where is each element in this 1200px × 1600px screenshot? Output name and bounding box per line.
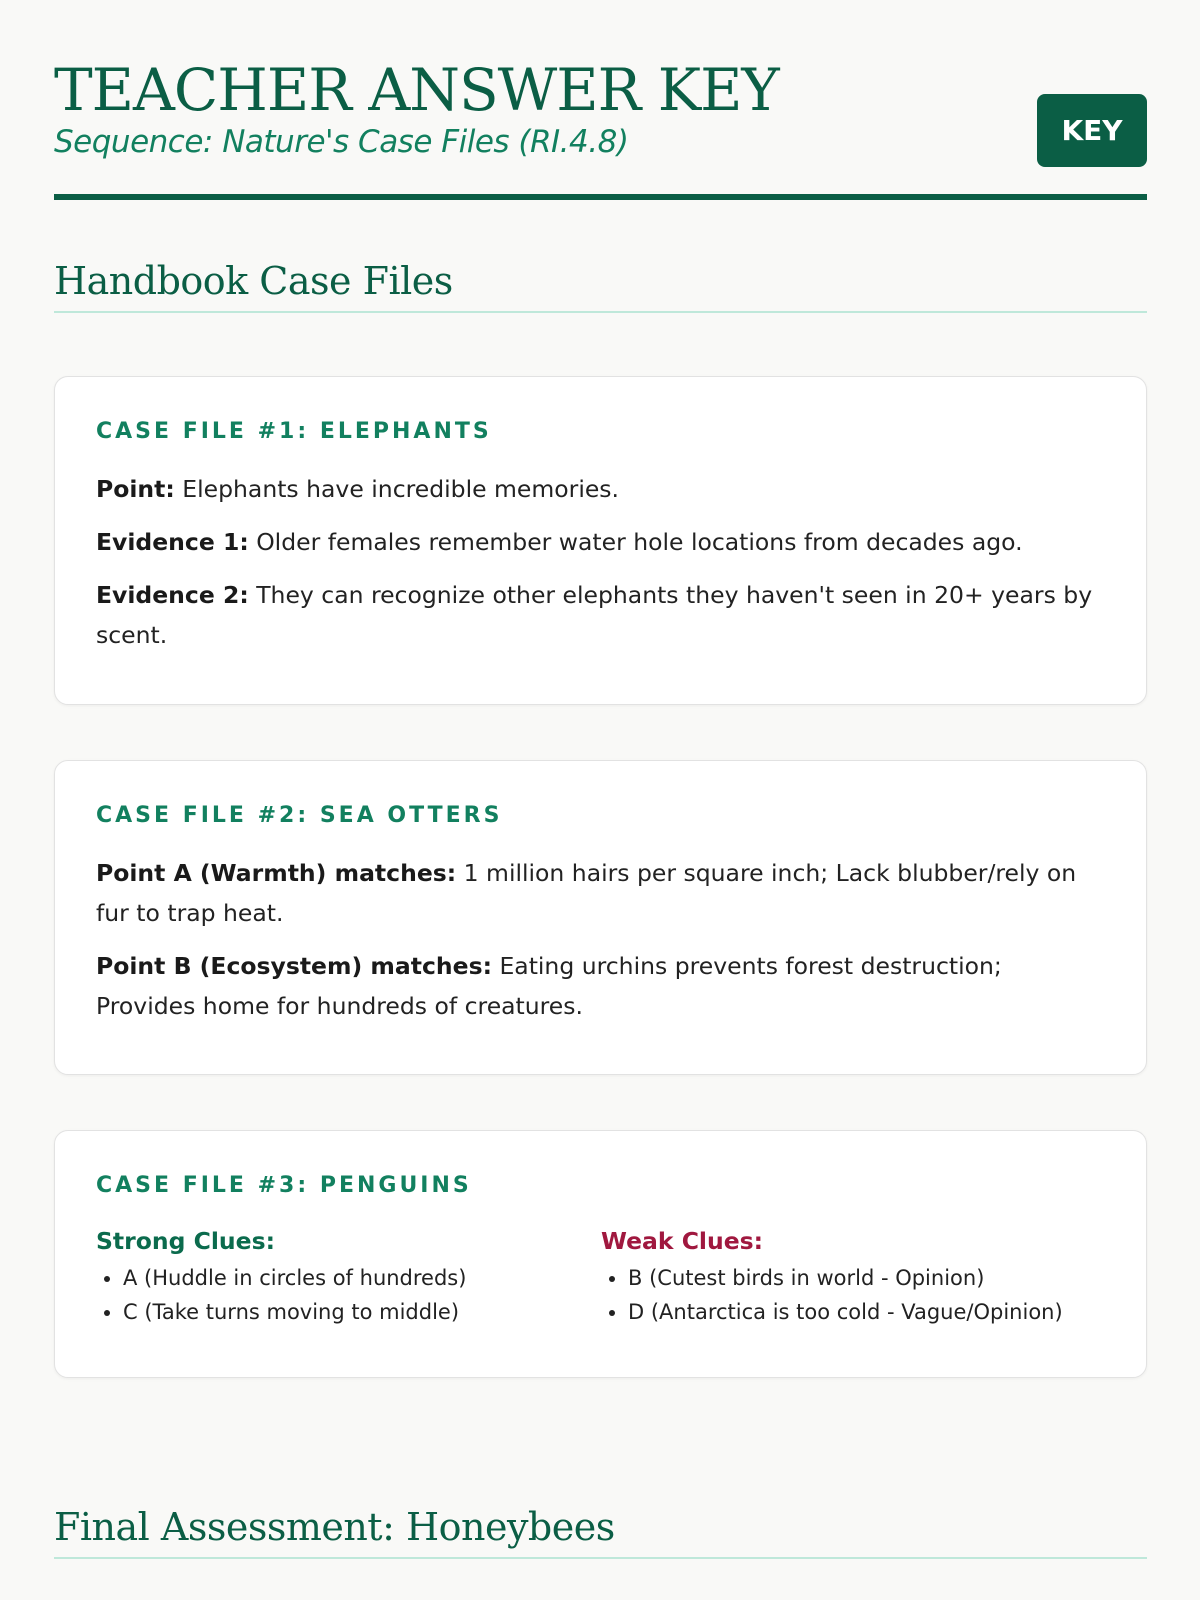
row-text: They can recognize other elephants they haven't seen in 20+ years by scent.	[96, 581, 1093, 649]
row-text: Older females remember water hole locations from decades ago.	[248, 528, 1023, 556]
row-text: Elephants have incredible memories.	[174, 475, 620, 503]
page-header	[54, 0, 1147, 200]
page-title: TEACHER ANSWER KEY	[54, 56, 779, 124]
weak-clues-column	[601, 1223, 1106, 1329]
row-text: 1 million hairs per square inch; Lack blubber/rely on fur to trap heat.	[96, 859, 1077, 927]
list-item: • A (Huddle in circles of hundreds)	[123, 1261, 601, 1295]
case-file-card-sea-otters	[54, 760, 1147, 1075]
case-file-title: CASE FILE #3: PENGUINS	[96, 1173, 472, 1198]
case-file-row	[96, 469, 1106, 509]
row-label: Evidence 1:	[96, 528, 249, 556]
strong-clues-column	[96, 1223, 601, 1329]
row-label: Point A (Warmth) matches:	[96, 859, 457, 887]
case-file-title: CASE FILE #1: ELEPHANTS	[96, 419, 492, 444]
case-file-card-penguins	[54, 1130, 1147, 1378]
row-label: Point B (Ecosystem) matches:	[96, 952, 492, 980]
case-file-row	[96, 522, 1106, 562]
strong-clues-heading: Strong Clues:	[96, 1227, 275, 1255]
row-label: Point:	[96, 475, 175, 503]
case-file-card-elephants	[54, 376, 1147, 705]
case-file-row	[96, 946, 1106, 1026]
weak-clues-heading: Weak Clues:	[601, 1227, 764, 1255]
row-label: Evidence 2:	[96, 581, 249, 609]
answer-key-page	[54, 0, 1147, 1549]
clues-grid	[96, 1223, 1106, 1329]
section-heading-final-assessment: Final Assessment: Honeybees	[54, 1497, 1147, 1559]
case-file-row	[96, 853, 1106, 933]
weak-clues-list	[601, 1261, 1106, 1329]
page-subtitle: Sequence: Nature's Case Files (RI.4.8)	[54, 124, 629, 160]
list-item: • D (Antarctica is too cold - Vague/Opinion)	[628, 1295, 1106, 1329]
row-text: Eating urchins prevents forest destruction; Provides home for hundreds of creatures.	[96, 952, 1002, 1020]
list-item: • C (Take turns moving to middle)	[123, 1295, 601, 1329]
case-file-title: CASE FILE #2: SEA OTTERS	[96, 803, 503, 828]
strong-clues-list	[96, 1261, 601, 1329]
section-heading-handbook: Handbook Case Files	[54, 251, 1147, 313]
list-item: • B (Cutest birds in world - Opinion)	[628, 1261, 1106, 1295]
case-file-row	[96, 575, 1106, 655]
key-badge: KEY	[1037, 94, 1147, 167]
